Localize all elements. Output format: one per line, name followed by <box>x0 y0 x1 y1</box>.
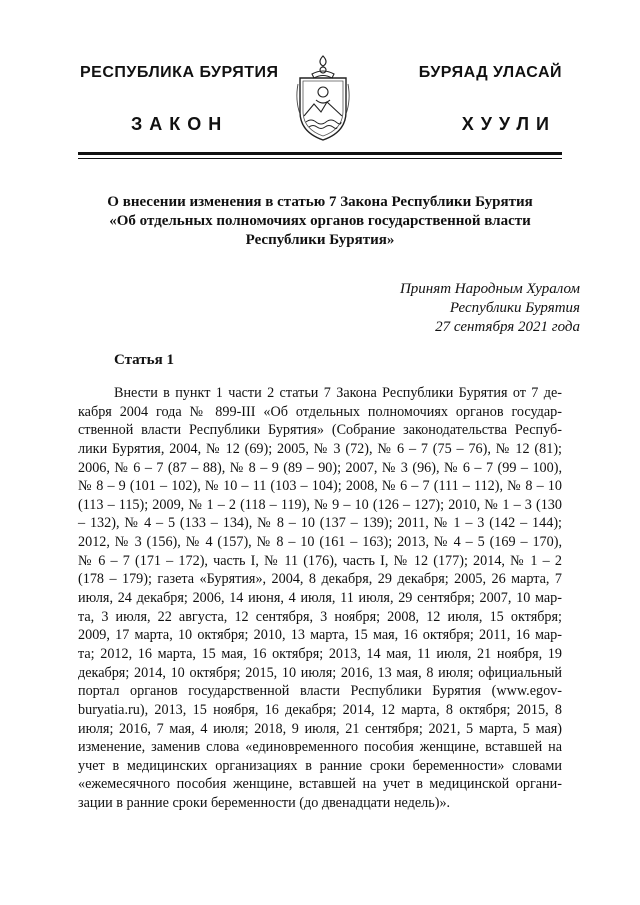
article-body-line: портал органов государственной власти Республики Бурятия (www.egov- <box>78 683 562 700</box>
republic-name-russian: РЕСПУБЛИКА БУРЯТИЯ <box>80 64 279 81</box>
adoption-note-line: 27 сентября 2021 года <box>435 319 580 335</box>
article-heading: Статья 1 <box>114 352 174 368</box>
law-heading-russian: ЗАКОН <box>131 114 229 134</box>
article-body-line: «ежемесячного пособия женщине, вставшей на учет в медицинской органи- <box>78 776 562 793</box>
article-body-line: (113 – 115); 2009, № 1 – 2 (118 – 119), № 9 – 10 (126 – 127); 2010, № 1 – 3 (130 <box>78 496 562 513</box>
article-body-line: учет в медицинских организациях в ранние сроки беременности» словами <box>78 757 562 774</box>
law-heading-buryat: ХУУЛИ <box>461 114 556 134</box>
article-body <box>78 384 562 813</box>
article-body-line: 2012, № 3 (156), № 4 (157), № 8 – 10 (161 – 163); 2013, № 4 – 5 (169 – 170), <box>78 534 562 551</box>
law-title <box>80 193 560 250</box>
article-body-line: 2009, 17 марта, 10 октября; 2010, 13 марта, 15 мая, 16 октября; 2011, 16 мар- <box>78 627 562 644</box>
article-body-line: июля; 2016, 7 мая, 4 июля; 2018, 9 июля, 21 сентября; 2021, 5 марта, 5 мая) <box>78 720 562 737</box>
article-body-line: декабря; 2014, 10 октября; 2015, 10 июля; 2016, 13 мая, 8 июля; официальный <box>78 664 562 681</box>
article-body-line: buryatia.ru), 2013, 15 ноября, 16 декабря; 2014, 12 марта, 8 октября; 2015, 8 <box>78 701 562 718</box>
law-title-line: О внесении изменения в статью 7 Закона Республики Бурятия <box>107 194 533 210</box>
law-title-line: Республики Бурятия» <box>245 232 395 248</box>
article-body-line: зации в ранние сроки беременности (до двенадцати недель)». <box>78 795 451 812</box>
article-body-line: № 6 – 7 (171 – 172), часть I, № 11 (176), часть I, № 12 (177); 2014, № 1 – 2 <box>78 552 562 569</box>
article-body-line: июля, 24 декабря; 2006, 14 июня, 4 июля, 11 июля, 29 сентября; 2007, 10 мар- <box>78 590 562 607</box>
article-body-line: та; 2012, 16 марта, 15 мая, 16 октября; 2013, 14 мая, 11 июля, 21 ноября, 19 <box>78 645 562 662</box>
article-body-line: лики Бурятия, 2004, № 12 (69); 2005, № 3 (72), № 6 – 7 (75 – 76), № 12 (81); <box>78 440 562 457</box>
law-title-line: «Об отдельных полномочиях органов государственной власти <box>109 213 531 229</box>
adoption-note-line: Республики Бурятия <box>449 300 580 316</box>
adoption-note-line: Принят Народным Хуралом <box>399 281 580 297</box>
header-divider-thick <box>78 152 562 155</box>
header-divider-thin <box>78 158 562 159</box>
republic-name-buryat: БУРЯАД УЛАСАЙ <box>418 64 562 81</box>
article-body-line: та, 3 июля, 22 августа, 12 сентября, 3 ноября; 2008, 12 июля, 15 октября; <box>78 608 562 625</box>
article-body-line: 2006, № 6 – 7 (87 – 88), № 8 – 9 (89 – 90); 2007, № 3 (96), № 6 – 7 (99 – 100), <box>78 459 562 476</box>
article-body-line: кабря 2004 года № 899-III «Об отдельных полномочиях органов государ- <box>78 403 562 420</box>
article-body-line: № 8 – 9 (101 – 102), № 10 – 11 (103 – 104); 2008, № 6 – 7 (111 – 112), № 8 – 10 <box>78 478 562 495</box>
article-body-line: Внести в пункт 1 части 2 статьи 7 Закона Республики Бурятия от 7 де- <box>114 385 562 401</box>
article-body-line: изменение, заменив слова «единовременного пособия женщине, вставшей на <box>78 739 562 756</box>
article-body-line: (178 – 179); газета «Бурятия», 2004, 8 декабря, 29 декабря; 2005, 26 марта, 7 <box>78 571 562 588</box>
article-body-line: ственной власти Республики Бурятия» (Собрание законодательства Респуб- <box>78 422 562 439</box>
article-body-line: – 132), № 4 – 5 (133 – 134), № 8 – 10 (137 – 139); 2011, № 1 – 3 (142 – 144); <box>78 515 562 532</box>
adoption-note <box>280 280 580 337</box>
buryatia-coat-of-arms-icon <box>294 54 352 144</box>
